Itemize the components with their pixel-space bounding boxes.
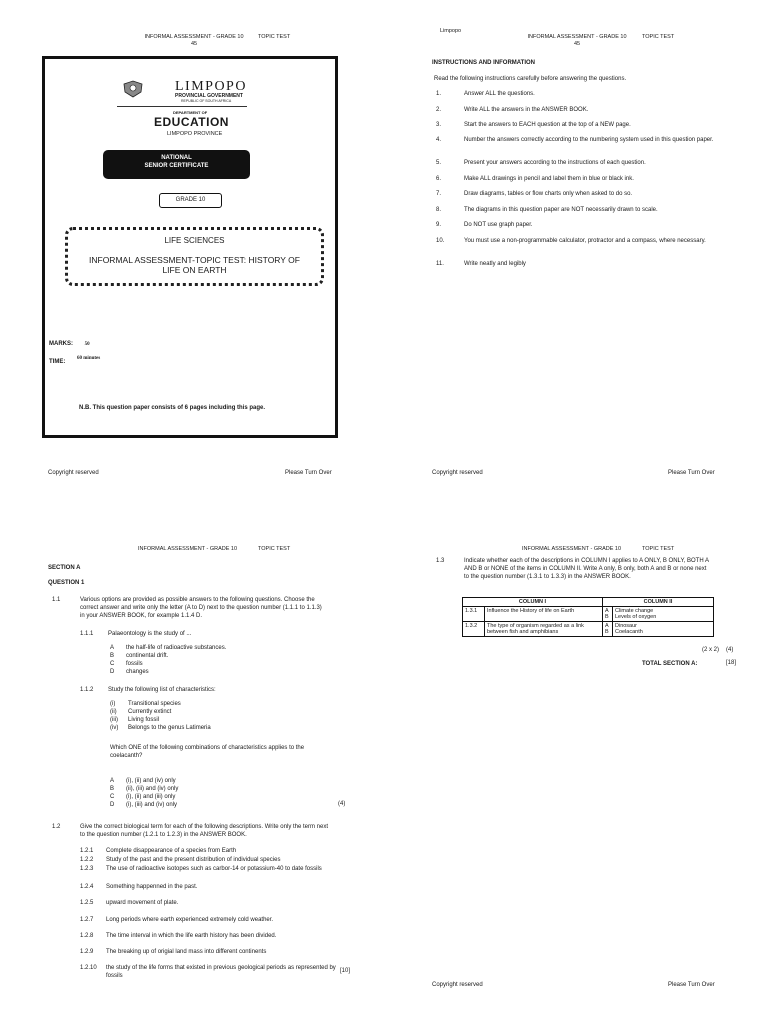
header-title: INFORMAL ASSESSMENT - GRADE 10	[138, 546, 238, 552]
footer-pto: Please Turn Over	[668, 470, 715, 476]
page-header	[521, 34, 633, 47]
education-title: EDUCATION	[154, 115, 229, 129]
instruction-number: 9.	[436, 222, 442, 228]
page-header	[138, 34, 250, 47]
table-row	[463, 607, 714, 622]
row-description: Influence the History of life on Earth	[485, 607, 603, 622]
test-title	[68, 255, 321, 275]
option-text: fossils	[126, 661, 143, 667]
q112-number: 1.1.2	[80, 687, 94, 693]
nsc-line1: NATIONAL	[161, 155, 192, 161]
option-a: Dinosaur	[615, 623, 638, 629]
instruction-text: Write ALL the answers in the ANSWER BOOK.	[464, 107, 589, 113]
term-number: 1.2.5	[80, 900, 94, 906]
dept-label: DEPARTMENT OF	[173, 110, 208, 115]
marks-label: MARKS:	[49, 341, 73, 347]
option-letter: C	[110, 794, 115, 800]
test-title-line2: LIFE ON EARTH	[162, 265, 227, 276]
table-row	[463, 622, 714, 637]
option-text: continental drift.	[126, 653, 169, 659]
instruction-text: Write neatly and legibly	[464, 261, 526, 267]
footer-copyright: Copyright reserved	[432, 470, 483, 476]
option-text: (i), (ii) and (iii) only	[126, 794, 176, 800]
q111-text: Palaeontology is the study of ...	[108, 631, 192, 637]
header-topic: TOPIC TEST	[642, 34, 675, 40]
q112-question: Which ONE of the following combinations of characteristics applies to the coelacanth?	[110, 745, 305, 759]
term-number: 1.2.8	[80, 933, 94, 939]
characteristic-number: (iii)	[110, 717, 118, 723]
page-section-a	[0, 512, 384, 1024]
characteristic-text: Living fossil	[128, 717, 160, 723]
instruction-number: 6.	[436, 176, 442, 182]
instruction-text: Make ALL drawings in pencil and label them in blue or black ink.	[464, 176, 634, 182]
header-topic: TOPIC TEST	[258, 34, 291, 40]
header-code: 45	[190, 40, 198, 47]
characteristic-number: (iv)	[110, 725, 119, 731]
test-title-box	[65, 227, 324, 286]
q13-number: 1.3	[436, 558, 445, 564]
q13-marks: (4)	[726, 647, 734, 653]
instruction-text: The diagrams in this question paper are NOT necessarily drawn to scale.	[464, 207, 658, 213]
header-topic: TOPIC TEST	[258, 546, 291, 552]
row-number: 1.3.2	[463, 622, 485, 637]
instruction-number: 11.	[436, 261, 444, 267]
option-letter: B	[110, 786, 115, 792]
instruction-text: Do NOT use graph paper.	[464, 222, 533, 228]
brand-name: LIMPOPO	[175, 79, 247, 94]
option-text: changes	[126, 669, 149, 675]
q11-number: 1.1	[52, 597, 61, 603]
header-title: INFORMAL ASSESSMENT - GRADE 10	[527, 34, 627, 40]
option-text: (i), (iii) and (iv) only	[126, 802, 178, 808]
q112-text: Study the following list of characteristics:	[108, 687, 216, 693]
row-number: 1.3.1	[463, 607, 485, 622]
instruction-number: 4.	[436, 137, 442, 143]
term-number: 1.2.3	[80, 866, 94, 872]
section-title: SECTION A	[48, 565, 81, 571]
header-title: INFORMAL ASSESSMENT - GRADE 10	[522, 546, 622, 552]
option-text: (ii), (iii) and (iv) only	[126, 786, 179, 792]
instructions-title: INSTRUCTIONS AND INFORMATION	[432, 60, 535, 66]
term-text: The use of radioactive isotopes such as carbor-14 or potassium-40 to date fossils	[106, 866, 322, 872]
total-value: [18]	[726, 660, 737, 666]
instruction-number: 2.	[436, 107, 442, 113]
q111-number: 1.1.1	[80, 631, 94, 637]
instruction-text: Number the answers correctly according to the numbering system used in this question paper.	[464, 137, 714, 143]
term-text: The time interval in which the life earth history has been divided.	[106, 933, 277, 939]
q12-text: Give the correct biological term for each of the following descriptions. Write only the term next to the question number (1.2.1 to 1.2.3) in the ANSWER BOOK.	[80, 824, 329, 838]
grade-badge: GRADE 10	[159, 193, 222, 208]
footer-pto: Please Turn Over	[285, 470, 332, 476]
term-text: Complete disappearance of a species from Earth	[106, 848, 237, 854]
instruction-number: 5.	[436, 160, 442, 166]
coat-of-arms-icon	[122, 80, 144, 98]
option-letter: C	[110, 661, 115, 667]
characteristic-number: (i)	[110, 701, 116, 707]
option-letter: D	[110, 802, 115, 808]
term-text: the study of the life forms that existed in previous geological periods as represented by fossils	[106, 965, 336, 979]
header-title: INFORMAL ASSESSMENT - GRADE 10	[144, 34, 244, 40]
instruction-number: 10.	[436, 238, 445, 244]
instruction-number: 8.	[436, 207, 442, 213]
option-items	[613, 622, 714, 637]
q13-calc: (2 x 2)	[702, 647, 720, 653]
divider	[117, 106, 247, 107]
option-letter: B	[110, 653, 115, 659]
instruction-text: You must use a non-programmable calculator, protractor and a compass, where necessary.	[464, 238, 706, 244]
footer-pto: Please Turn Over	[668, 982, 715, 988]
term-number: 1.2.10	[80, 965, 97, 971]
nsc-badge	[103, 150, 250, 179]
instruction-text: Present your answers according to the instructions of each question.	[464, 160, 646, 166]
province-tag: Limpopo	[440, 28, 462, 34]
gov-name: PROVINCIAL GOVERNMENT	[175, 93, 243, 99]
header-topic: TOPIC TEST	[642, 546, 675, 552]
term-number: 1.2.7	[80, 917, 94, 923]
instruction-text: Start the answers to EACH question at the top of a NEW page.	[464, 122, 631, 128]
option-items	[613, 607, 714, 622]
time-row	[49, 356, 101, 365]
row-description: The type of organism regarded as a link between fish and amphibians	[485, 622, 603, 637]
q12-number: 1.2	[52, 824, 61, 830]
column-i-header: COLUMN I	[463, 598, 603, 607]
page-instructions	[384, 0, 768, 512]
option-letter: D	[110, 669, 115, 675]
option-letters: A B	[603, 607, 613, 622]
option-letters: A B	[603, 622, 613, 637]
footer-copyright: Copyright reserved	[48, 470, 99, 476]
columns-table	[462, 597, 714, 637]
marks-value: 50	[84, 342, 90, 347]
page-cover	[0, 0, 384, 512]
test-title-line1: INFORMAL ASSESSMENT-TOPIC TEST: HISTORY OF	[89, 255, 300, 265]
option-b: Coelacanth	[615, 629, 643, 635]
cover-frame	[42, 56, 338, 438]
instruction-number: 7.	[436, 191, 442, 197]
q12-marks: [10]	[340, 968, 351, 974]
option-b: Levels of oxygen	[615, 614, 657, 620]
marks-row	[49, 341, 90, 347]
subject-title: LIFE SCIENCES	[164, 236, 225, 245]
characteristic-text: Belongs to the genus Latimeria	[128, 725, 211, 731]
time-label: TIME:	[49, 359, 66, 365]
characteristic-text: Transitional species	[128, 701, 181, 707]
instructions-intro: Read the following instructions carefully before answering the questions.	[434, 76, 627, 82]
term-number: 1.2.4	[80, 884, 94, 890]
q11-text: Various options are provided as possible answers to the following questions. Choose the correct answer and write only the letter (A to D) next to the question number (1.1.1 to 1.1.3) in your ANSWER BOOK, for example 1.1.4 D.	[80, 597, 322, 619]
instruction-text: Answer ALL the questions.	[464, 91, 535, 97]
header-code: 45	[573, 40, 581, 47]
province-label: LIMPOPO PROVINCE	[167, 131, 223, 137]
nsc-line2: SENIOR CERTIFICATE	[144, 162, 209, 169]
q11-marks: (4)	[338, 801, 346, 807]
instruction-number: 1.	[436, 91, 442, 97]
q13-text: Indicate whether each of the descriptions in COLUMN I applies to A ONLY, B ONLY, BOTH A AND B or NONE of the items in COLUMN II. Write A only, B only, both A and B or none next to the question number (1.3.1 to 1.3.3) in the ANSWER BOOK.	[464, 558, 709, 580]
option-a: Climate change	[615, 608, 654, 614]
option-letter: A	[110, 778, 115, 784]
time-value: 60 minutes	[77, 356, 101, 361]
term-text: Study of the past and the present distribution of individual species	[106, 857, 281, 863]
question-title: QUESTION 1	[48, 580, 85, 586]
characteristic-number: (ii)	[110, 709, 117, 715]
page-question-1-3	[384, 512, 768, 1024]
term-text: upward movement of plate.	[106, 900, 179, 906]
term-text: Something happenned in the past.	[106, 884, 198, 890]
option-text: the half-life of radioactive substances.	[126, 645, 227, 651]
country-name: REPUBLIC OF SOUTH AFRICA	[181, 99, 232, 103]
instruction-number: 3.	[436, 122, 442, 128]
page-count-note: N.B. This question paper consists of 6 pages including this page.	[79, 405, 266, 411]
footer-copyright: Copyright reserved	[432, 982, 483, 988]
term-text: The breaking up of origial land mass into different continents	[106, 949, 267, 955]
option-text: (i), (ii) and (iv) only	[126, 778, 176, 784]
total-label: TOTAL SECTION A:	[642, 661, 698, 667]
characteristic-text: Currently extinct	[128, 709, 172, 715]
term-number: 1.2.1	[80, 848, 94, 854]
instruction-text: Draw diagrams, tables or flow charts only when asked to do so.	[464, 191, 633, 197]
term-text: Long periods where earth experienced extremely cold weather.	[106, 917, 274, 923]
column-ii-header: COLUMN II	[603, 598, 714, 607]
option-letter: A	[110, 645, 115, 651]
term-number: 1.2.9	[80, 949, 94, 955]
term-number: 1.2.2	[80, 857, 94, 863]
